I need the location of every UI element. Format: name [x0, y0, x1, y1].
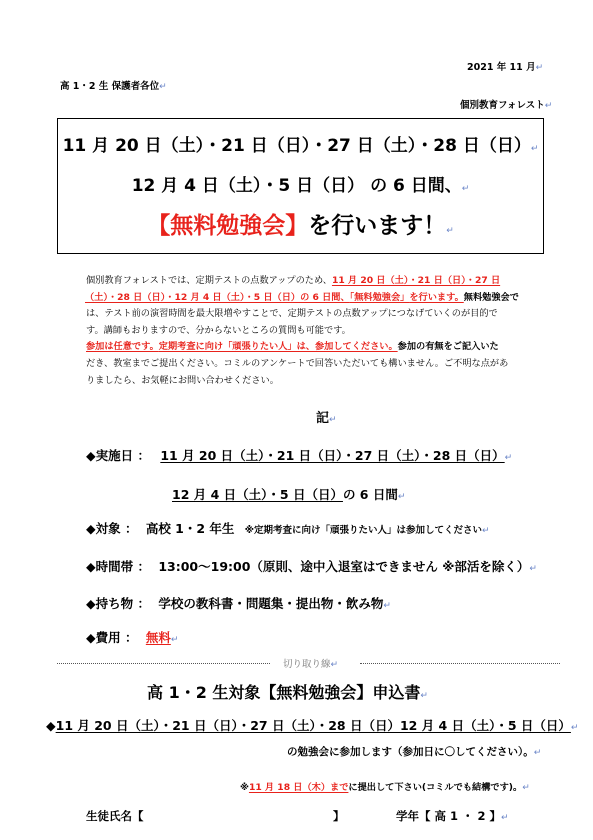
- cut-line-label: 切り取り線↵: [283, 659, 339, 670]
- banner-line-2: 12 月 4 日（土）・5 日（日） の 6 日間、↵: [131, 176, 470, 196]
- document-date: 2021 年 11 月↵: [467, 62, 544, 73]
- target-row: ◆対象 ： 高校 1・2 年生 ※定期考査に向け「頑張りたい人」は参加してください↵: [86, 521, 490, 536]
- cut-line-right: [360, 663, 560, 664]
- form-deadline: ※11 月 18 日（木）までに提出して下さい(コミルでも結構です)。↵: [240, 782, 530, 793]
- cut-line-left: [57, 663, 270, 664]
- intro-line-5: 参加は任意です。定期考査に向け「頑張りたい人」は、参加してください。参加の有無をご記入いた: [86, 341, 499, 353]
- date-row-2: 12 月 4 日（土）・5 日（日）の 6 日間↵: [172, 487, 406, 502]
- student-name-close: 】: [333, 809, 345, 823]
- time-row: ◆時間帯 ： 13:00～19:00（原則、途中入退室はできません ※部活を除く）↵: [86, 559, 537, 574]
- intro-line-6: だき、教室までご提出ください。コミルのアンケートで回答いただいても構いません。ご不明な点があ: [86, 357, 509, 369]
- form-join-text: の勉強会に参加します（参加日に〇してください）。↵: [287, 746, 542, 758]
- intro-line-2: （土）・28 日（日）・12 月 4 日（土）・5 日（日）の 6 日間、「無料勉強会」を行います。無料勉強会で: [85, 291, 519, 303]
- intro-line-7: りましたら、お気軽にお問い合わせください。: [86, 374, 279, 386]
- recipient: 高 1・2 生 保護者各位↵: [60, 81, 167, 92]
- form-title: 高 1・2 生対象【無料勉強会】申込書↵: [147, 683, 428, 702]
- intro-line-4: す。講師もおりますので、分からないところの質問も可能です。: [86, 324, 351, 336]
- form-dates: ◆11 月 20 日（土）・21 日（日）・27 日（土）・28 日（日）12 月 4 日（土）・5 日（日）↵: [46, 718, 579, 733]
- ki-heading: 記↵: [316, 411, 337, 426]
- cost-row: ◆費用 ： 無料↵: [86, 630, 179, 645]
- announcement-banner: [57, 118, 544, 254]
- student-name-field[interactable]: 生徒氏名【: [86, 809, 144, 823]
- banner-line-3: 【無料勉強会】を行います！↵: [147, 213, 454, 239]
- banner-line-1: 11 月 20 日（土）・21 日（日）・27 日（土）・28 日（日）↵: [62, 136, 539, 156]
- intro-line-3: は、テスト前の演習時間を最大限増やすことで、定期テストの点数アップにつなげていくのが目的で: [86, 308, 498, 320]
- date-row: ◆実施日 ： 11 月 20 日（土）・21 日（日）・27 日（土）・28 日（日）↵: [86, 448, 513, 463]
- intro-paragraph: [86, 273, 546, 389]
- bring-row: ◆持ち物 ： 学校の教科書・問題集・提出物・飲み物↵: [86, 596, 391, 611]
- sender: 個別教育フォレスト↵: [460, 100, 553, 111]
- intro-line-1: 個別教育フォレストでは、定期テストの点数アップのため、11 月 20 日（土）・21 日（日）・27 日: [86, 275, 501, 286]
- grade-field[interactable]: 学年【 高 1 ・ 2 】↵: [396, 809, 509, 823]
